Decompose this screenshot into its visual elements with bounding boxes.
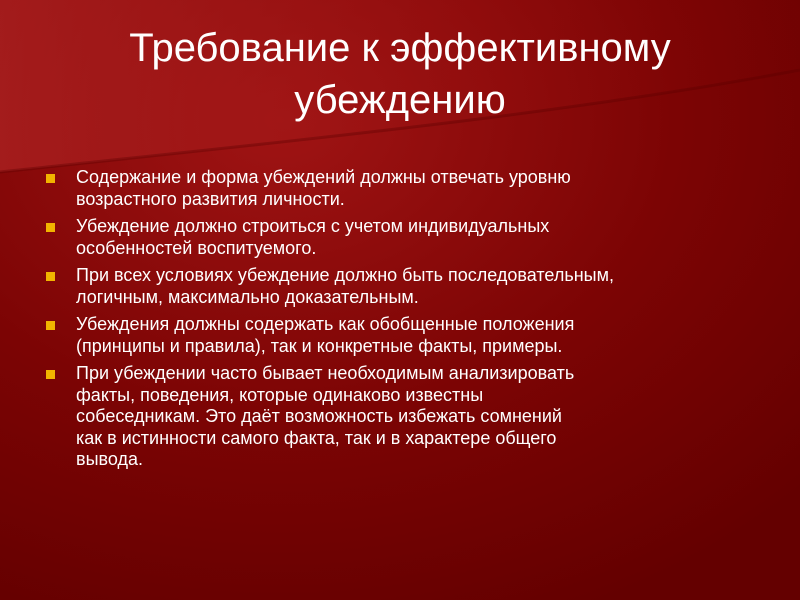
bullet-item-5 xyxy=(46,363,746,471)
square-bullet-icon xyxy=(46,223,55,232)
bullet-line: как в истинности самого факта, так и в характере общего xyxy=(76,427,557,448)
bullet-line: (принципы и правила), так и конкретные факты, примеры. xyxy=(76,335,563,356)
slide-title-line-2: убеждению xyxy=(294,78,506,122)
bullet-line: Убеждение должно строиться с учетом индивидуальных xyxy=(76,216,550,236)
bullet-item-3 xyxy=(46,265,746,308)
slide-title xyxy=(40,22,760,126)
bullet-line: факты, поведения, которые одинаково известны xyxy=(76,384,484,405)
bullet-line: вывода. xyxy=(76,449,143,469)
square-bullet-icon xyxy=(46,174,55,183)
square-bullet-icon xyxy=(46,272,55,281)
bullet-line: Убеждения должны содержать как обобщенные положения xyxy=(76,314,575,334)
bullet-line: собеседникам. Это даёт возможность избежать сомнений xyxy=(76,406,562,426)
bullet-item-2 xyxy=(46,216,746,259)
square-bullet-icon xyxy=(46,321,55,330)
bullet-line: При всех условиях убеждение должно быть последовательным, xyxy=(76,265,614,285)
bullet-line: логичным, максимально доказательным. xyxy=(76,286,419,307)
bullet-item-1 xyxy=(46,167,746,210)
bullet-line: особенностей воспитуемого. xyxy=(76,237,317,258)
bullet-line: Содержание и форма убеждений должны отвечать уровню xyxy=(76,167,571,187)
square-bullet-icon xyxy=(46,370,55,379)
bullet-line: возрастного развития личности. xyxy=(76,188,345,209)
bullet-list xyxy=(46,167,746,477)
bullet-item-4 xyxy=(46,314,746,357)
slide-title-line-1: Требование к эффективному xyxy=(129,26,671,70)
bullet-line: При убеждении часто бывает необходимым анализировать xyxy=(76,363,575,383)
